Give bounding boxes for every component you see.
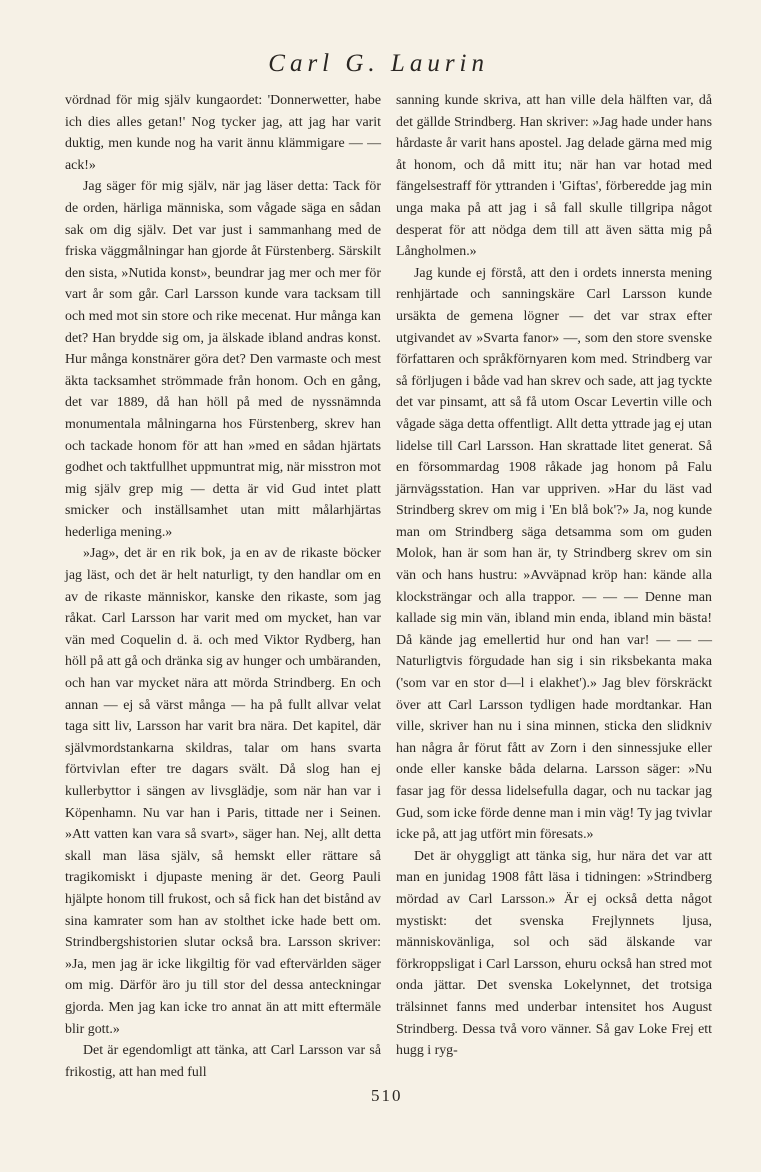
text-columns [65,90,712,1083]
paragraph: Jag säger för mig själv, när jag läser detta: Tack för de orden, härliga människa, som vågade säga en sådan sak om dig själv. Det var just i sammanhang med de friska väggmålningar han gjorde åt Fürstenberg. Särskilt den sista, »Nutida konst», beundrar jag mer och mer för vart år som går. Carl Larsson kunde vara tacksam till och med mot sin store och rike mecenat. Hur många kan det? Han brydde sig om, ja älskade ibland andras konst. Hur många konstnärer göra det? Den varmaste och mest äkta tacksamhet strömmade från honom. Och en gång, det var 1889, då han höll på med de nyssnämnda monumentala målningarna hos Fürstenberg, skrev han och tackade honom för att han »med en sådan hjärtats godhet och taktfullhet uppmuntrat mig, när misstron mot mig själv grep mig — detta är vid Gud intet platt smicker och inställsamhet utan mitt målarhjärtas hederliga mening.» [65,179,381,540]
paragraph: Det är ohyggligt att tänka sig, hur nära det var att man en junidag 1908 fått läsa i tidningen: »Strindberg mördad av Carl Larsson.» Är ej också detta något mystiskt: det svenska Frejlynnets ljusa, människovänliga, sol och säd älskande var förkroppsligat i Carl Larsson, ehuru också han stred mot onda jättar. Det svenska Lokelynnet, det trotsiga trälsinnet fanns med underbar intensitet hos August Strindberg. Dessa två voro vänner. Så gav Loke Frej ett hugg i ryg- [396,848,712,1059]
paragraph: »Jag», det är en rik bok, ja en av de rikaste böcker jag läst, och det är helt naturligt, ty den handlar om en av de rikaste människor, kanske den rikaste, som jag råkat. Carl Larsson har varit med om mycket, han var vän med Coquelin d. ä. och med Viktor Rydberg, han höll på att gå och dränka sig av hunger och umbäranden, och han var mycket nära att mörda Strindberg. En och annan — ej så värst många — ha på fullt allvar velat taga sitt liv, Larsson har varit bra nära. Det kapitel, där självmordstankarna skildras, talar om hans svarta förtvivlan efter tre dagars svält. Då slog han ej kullerbyttor i sängen av livsglädje, som när han var i Köpenhamn. Nu var han i Paris, tittade ner i Seinen. »Att vatten kan vara så svart», säger han. Nej, allt detta skall man läsa själv, så hemskt eller rättare så tragikomiskt i djupaste mening är det. Georg Pauli hjälpte honom till frukost, och så fick han det bistånd av sina kamrater som han av stolthet icke hade bett om. Strindbergshistorien slutar också bra. Larsson skriver: »Ja, men jag är icke likgiltig för vad eftervärlden säger om mig. Därför äro ju till stor del dessa anteckningar gjorda. Men jag kan icke tro annat än att mitt eftermäle blir gott.» [65,546,381,1037]
paragraph: sanning kunde skriva, att han ville dela hälften var, då det gällde Strindberg. Han skriver: »Jag hade under hans hårdaste år varit hans apostel. Jag delade gärna med mig åt honom, och då mitt itu; när han var hotad med fängelsestraff för yttranden i 'Giftas', förberedde jag min unga maka på att jag i så fall skulle tillgripa något desperat för att nödga dem till att även sätta mig på Långholmen.» [396,93,712,260]
left-column [65,90,381,1083]
paragraph: vördnad för mig själv kungaordet: 'Donnerwetter, habe ich dies alles getan!' Nog tycker jag, att jag har varit duktig, men kunde nog ha varit ännu klämmigare — — ack!» [65,93,381,173]
running-head: Carl G. Laurin [268,50,489,77]
page-number: 510 [371,1086,403,1105]
paragraph: Jag kunde ej förstå, att den i ordets innersta mening renhjärtade och sanningskäre Carl Larsson kunde ursäkta de gemena lögner — det var strax efter utgivandet av »Svarta fanor» —, som den store svenske författaren och språkförnyaren kom med. Strindberg var så förljugen i både vad han skrev och sade, att jag tyckte det var pinsamt, att så få utom Oscar Levertin ville och vågade säga detta offentligt. Allt detta yttrade jag ej utan lidelse till Carl Larsson. Han skrattade litet generat. Så en försommardag 1908 råkade jag honom på Falu järnvägsstation. Han var uppriven. »Har du läst vad Strindberg skrev om mig i 'En blå bok'?» Ja, nog kunde man om Strindberg säga detsamma som om guden Molok, han är som han är, ty Strindberg skrev om sin vän och hans hustru: »Avväpnad kröp han: kände alla klocksträngar och alla trappor. — — — Denne man kallade sig min vän, ibland min enda, ibland min bästa! Då kände jag emellertid hur ond han var! — — — Naturligtvis förgudade han sig i sin riksbekanta maka ('som var en stor d—l i elakhet').» Jag blev förskräckt över att Carl Larsson tydligen hade mordtankar. Han ville, skriver han nu i sina minnen, sticka den slidkniv han några år förut fått av Zorn i den sinnessjuke eller onde eller kanske båda delarna. Larsson säger: »Nu fasar jag för dessa lidelsefulla dagar, och nu tackar jag Gud, som icke förde denne man i min väg! Ty jag tvivlar icke på, att jag utfört min föresats.» [396,265,712,843]
right-column [396,90,712,1083]
paragraph: Det är egendomligt att tänka, att Carl Larsson var så frikostig, att han med full [65,1043,381,1080]
